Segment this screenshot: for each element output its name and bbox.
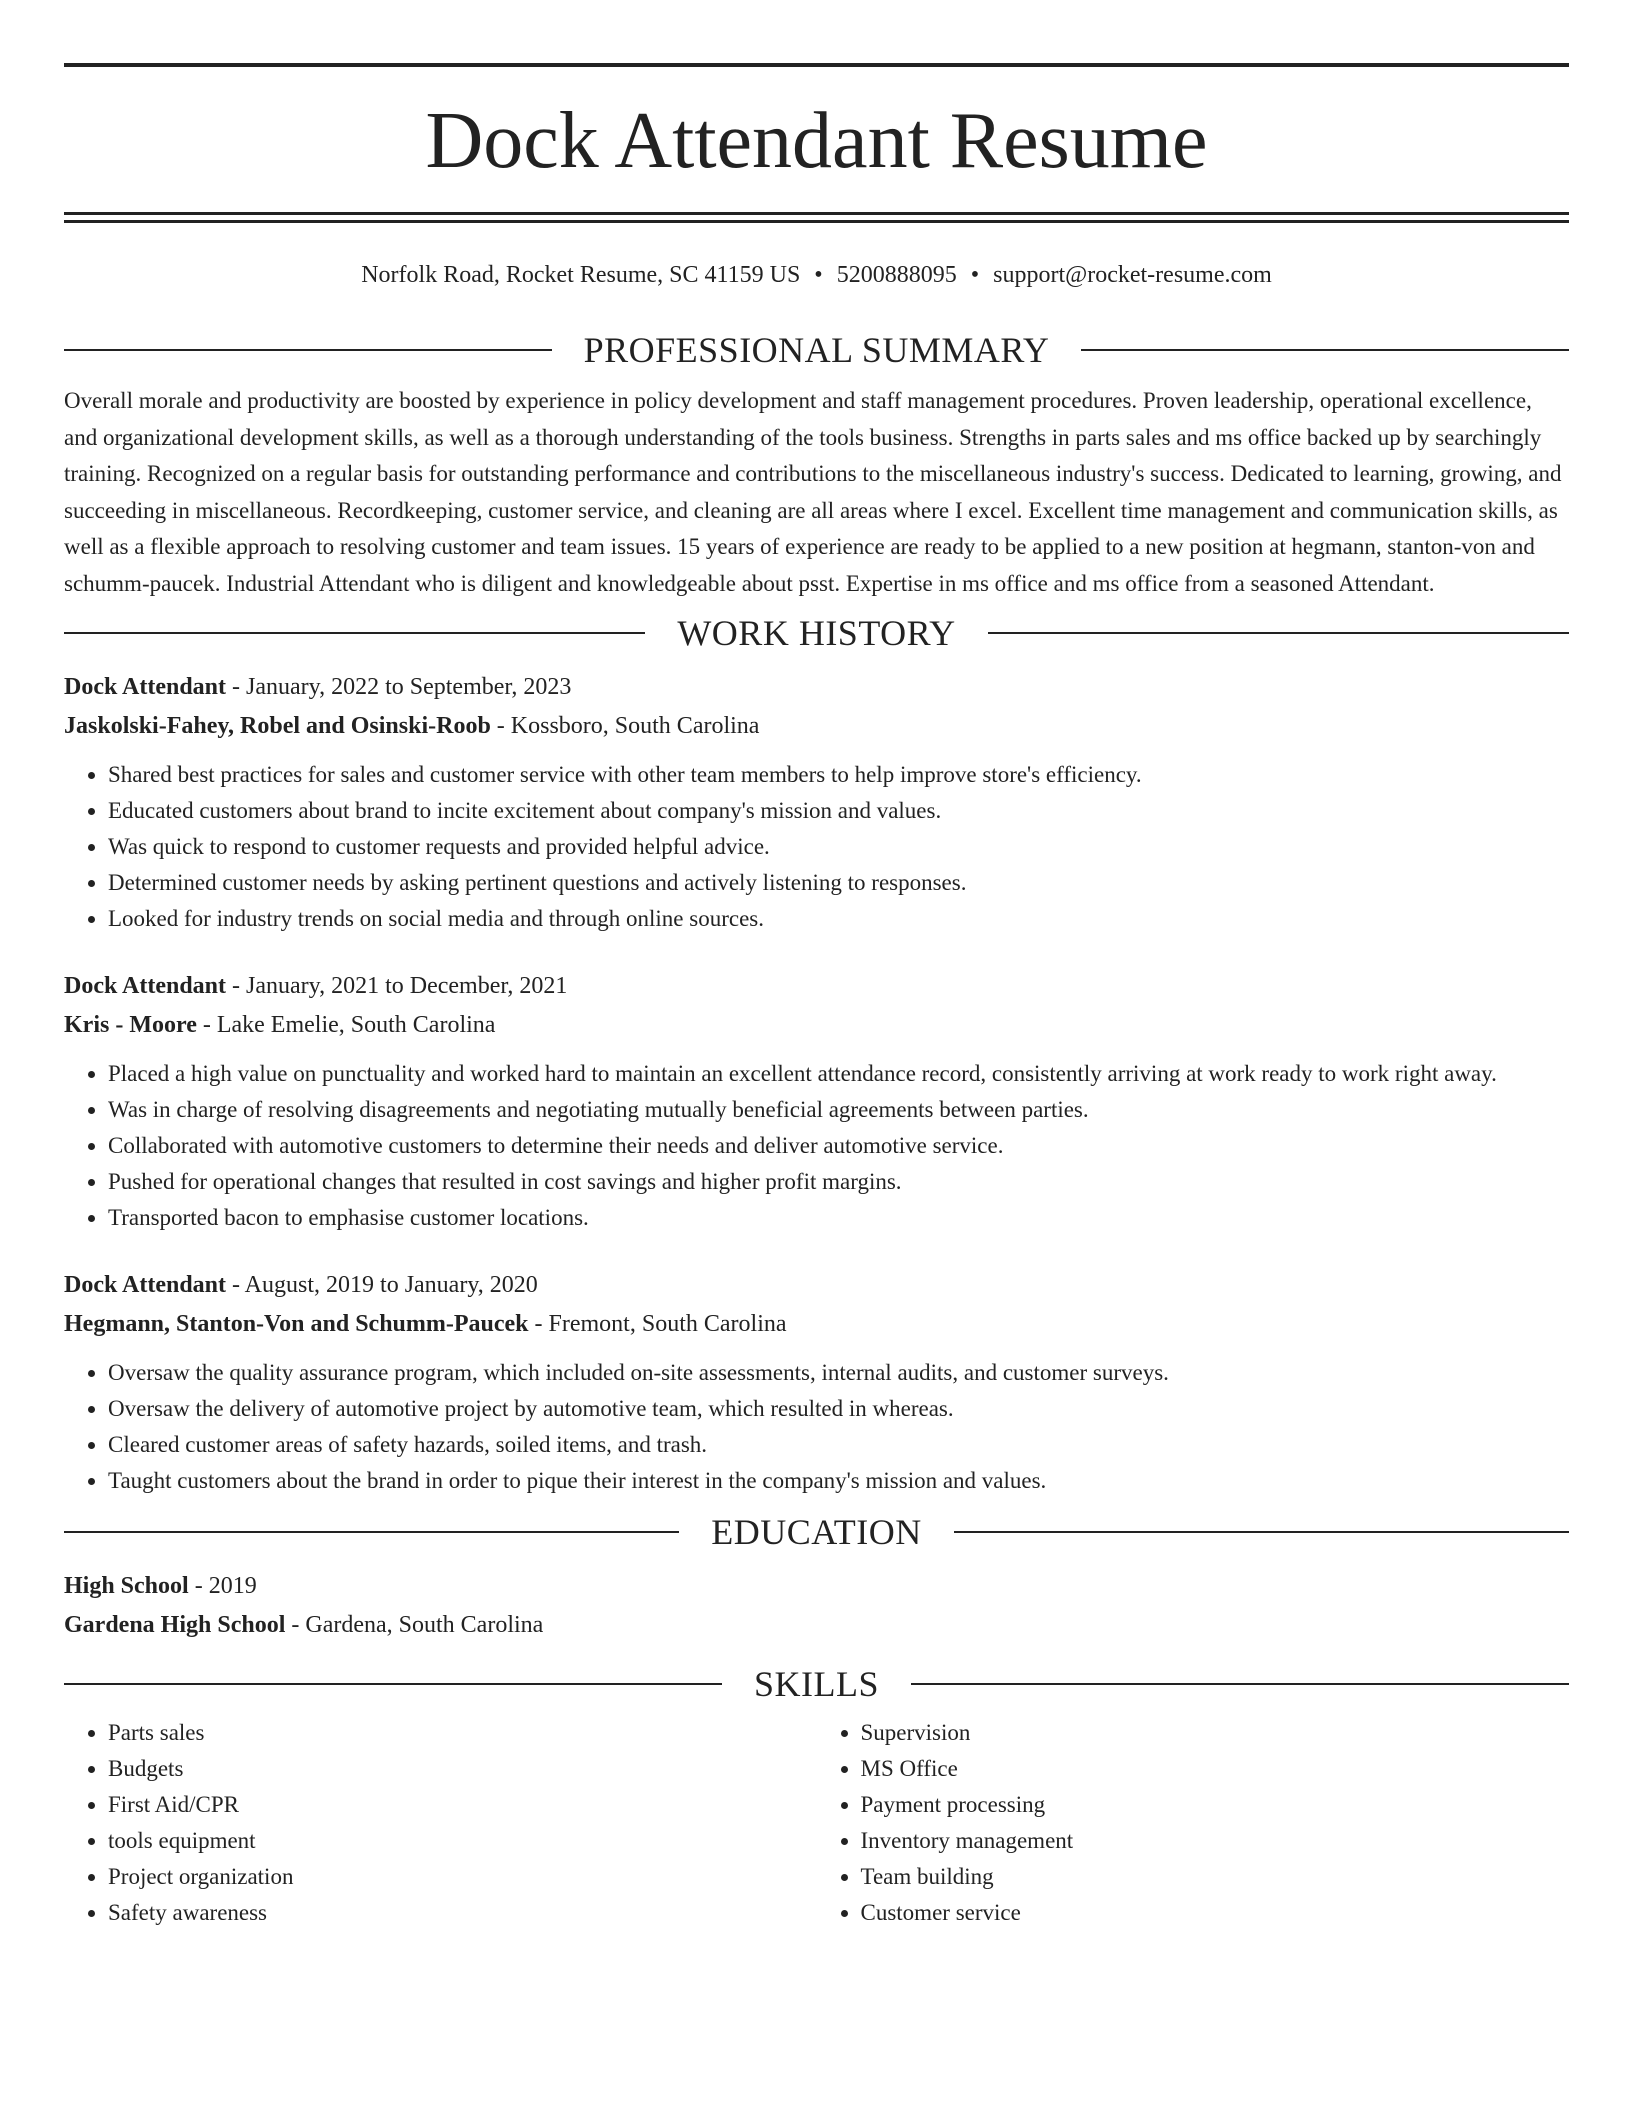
list-item: • Was in charge of resolving disagreements and negotiating mutually beneficial agreements between parties. — [108, 1092, 1569, 1128]
section-title-work: WORK HISTORY — [677, 613, 956, 653]
list-item: • Placed a high value on punctuality and worked hard to maintain an excellent attendance record, consistently arriving at work ready to work right away. — [108, 1056, 1569, 1092]
divider-line — [988, 632, 1569, 634]
list-item: • Transported bacon to emphasise customer locations. — [108, 1200, 1569, 1236]
page-title: Dock Attendant Resume — [425, 97, 1208, 185]
contact-separator: • — [814, 262, 823, 288]
skill-item: • Budgets — [108, 1751, 817, 1787]
section-title-education: EDUCATION — [711, 1512, 922, 1552]
divider-line — [64, 632, 645, 634]
list-item: • Pushed for operational changes that resulted in cost savings and higher profit margins. — [108, 1164, 1569, 1200]
skill-item: • Payment processing — [861, 1787, 1570, 1823]
job-entry — [64, 668, 1569, 937]
section-title-summary: PROFESSIONAL SUMMARY — [583, 330, 1050, 370]
skill-item: • Team building — [861, 1859, 1570, 1895]
job-bullets — [64, 1355, 1569, 1499]
list-item: • Shared best practices for sales and customer service with other team members to help improve store's efficiency. — [108, 757, 1569, 793]
education-location: - Gardena, South Carolina — [285, 1612, 544, 1638]
contact-address: Norfolk Road, Rocket Resume, SC 41159 US — [361, 262, 801, 288]
job-company: Hegmann, Stanton-Von and Schumm-Paucek — [64, 1311, 529, 1337]
job-dates: - January, 2021 to December, 2021 — [226, 973, 568, 999]
contact-separator: • — [970, 262, 980, 288]
job-company-line — [64, 1305, 1569, 1344]
job-company: Jaskolski-Fahey, Robel and Osinski-Roob — [64, 713, 491, 739]
list-item: • Was quick to respond to customer requests and provided helpful advice. — [108, 829, 1569, 865]
skill-item: • Parts sales — [108, 1715, 817, 1751]
job-company-line — [64, 707, 1569, 746]
contact-phone: 5200888095 — [836, 262, 957, 288]
education-degree: High School — [64, 1573, 189, 1599]
contact-email: support@rocket-resume.com — [993, 262, 1272, 288]
job-title-line — [64, 1266, 1569, 1305]
list-item: • Cleared customer areas of safety hazards, soiled items, and trash. — [108, 1427, 1569, 1463]
list-item: • Oversaw the delivery of automotive project by automotive team, which resulted in whereas. — [108, 1391, 1569, 1427]
list-item: • Oversaw the quality assurance program, which included on-site assessments, internal audits, and customer surveys. — [108, 1355, 1569, 1391]
divider-line — [954, 1531, 1569, 1533]
skills-column-right — [817, 1715, 1570, 1931]
job-title: Dock Attendant — [64, 674, 227, 700]
job-entry — [64, 1266, 1569, 1499]
job-bullets — [64, 1056, 1569, 1236]
education-degree-line — [64, 1567, 1569, 1606]
job-bullets — [64, 757, 1569, 937]
section-header-education — [64, 1509, 1569, 1555]
job-location: - Kossboro, South Carolina — [490, 713, 760, 739]
skill-item: • tools equipment — [108, 1823, 817, 1859]
summary-paragraph: Overall morale and productivity are boosted by experience in policy development and staff management procedures. Proven leadership, operational excellence, and organizational development skills, as well as a thorough understanding of the tools business. Strengths in parts sales and ms office backed up by searchingly training. Recognized on a regular basis for outstanding performance and contributions to the miscellaneous industry's success. Dedicated to learning, growing, and succeeding in miscellaneous. Recordkeeping, customer service, and cleaning are all areas where I excel. Excellent time management and communication skills, as well as a flexible approach to resolving customer and team issues. 15 years of experience are ready to be applied to a new position at hegmann, stanton-von and schumm-paucek. Industrial Attendant who is diligent and knowledgeable about psst. Expertise in ms office and ms office from a seasoned Attendant. — [64, 388, 1562, 596]
skill-item: • Safety awareness — [108, 1895, 817, 1931]
job-title: Dock Attendant — [64, 1272, 227, 1298]
section-title-skills: SKILLS — [754, 1664, 880, 1704]
section-header-work — [64, 610, 1569, 656]
skill-item: • Supervision — [861, 1715, 1570, 1751]
contact-line — [64, 259, 1569, 291]
job-title-line — [64, 668, 1569, 707]
job-location: - Fremont, South Carolina — [528, 1311, 787, 1337]
top-rule — [64, 63, 1569, 67]
education-school-line — [64, 1606, 1569, 1645]
divider-line — [64, 349, 552, 351]
list-item: • Determined customer needs by asking pertinent questions and actively listening to responses. — [108, 865, 1569, 901]
skills-column-left — [64, 1715, 817, 1931]
education-year: - 2019 — [188, 1573, 257, 1599]
divider-line — [1081, 349, 1569, 351]
list-item: • Taught customers about the brand in order to pique their interest in the company's mission and values. — [108, 1463, 1569, 1499]
divider-line — [64, 1531, 679, 1533]
divider-line — [911, 1683, 1569, 1685]
skills-grid — [64, 1715, 1569, 1931]
job-entry — [64, 967, 1569, 1236]
job-company-line — [64, 1006, 1569, 1045]
section-header-summary — [64, 327, 1569, 373]
list-item: • Educated customers about brand to incite excitement about company's mission and values. — [108, 793, 1569, 829]
job-company: Kris - Moore — [64, 1012, 197, 1038]
education-school: Gardena High School — [64, 1612, 286, 1638]
section-header-skills — [64, 1661, 1569, 1707]
skill-item: • Customer service — [861, 1895, 1570, 1931]
job-title: Dock Attendant — [64, 973, 227, 999]
job-dates: - January, 2022 to September, 2023 — [226, 674, 572, 700]
education-entry — [64, 1567, 1569, 1645]
skill-item: • Project organization — [108, 1859, 817, 1895]
job-location: - Lake Emelie, South Carolina — [196, 1012, 496, 1038]
list-item: • Collaborated with automotive customers to determine their needs and deliver automotive service. — [108, 1128, 1569, 1164]
skill-item: • MS Office — [861, 1751, 1570, 1787]
list-item: • Looked for industry trends on social media and through online sources. — [108, 901, 1569, 937]
title-double-rule — [64, 212, 1569, 223]
skill-item: • Inventory management — [861, 1823, 1570, 1859]
job-dates: - August, 2019 to January, 2020 — [226, 1272, 538, 1298]
divider-line — [64, 1683, 722, 1685]
job-title-line — [64, 967, 1569, 1006]
skill-item: • First Aid/CPR — [108, 1787, 817, 1823]
